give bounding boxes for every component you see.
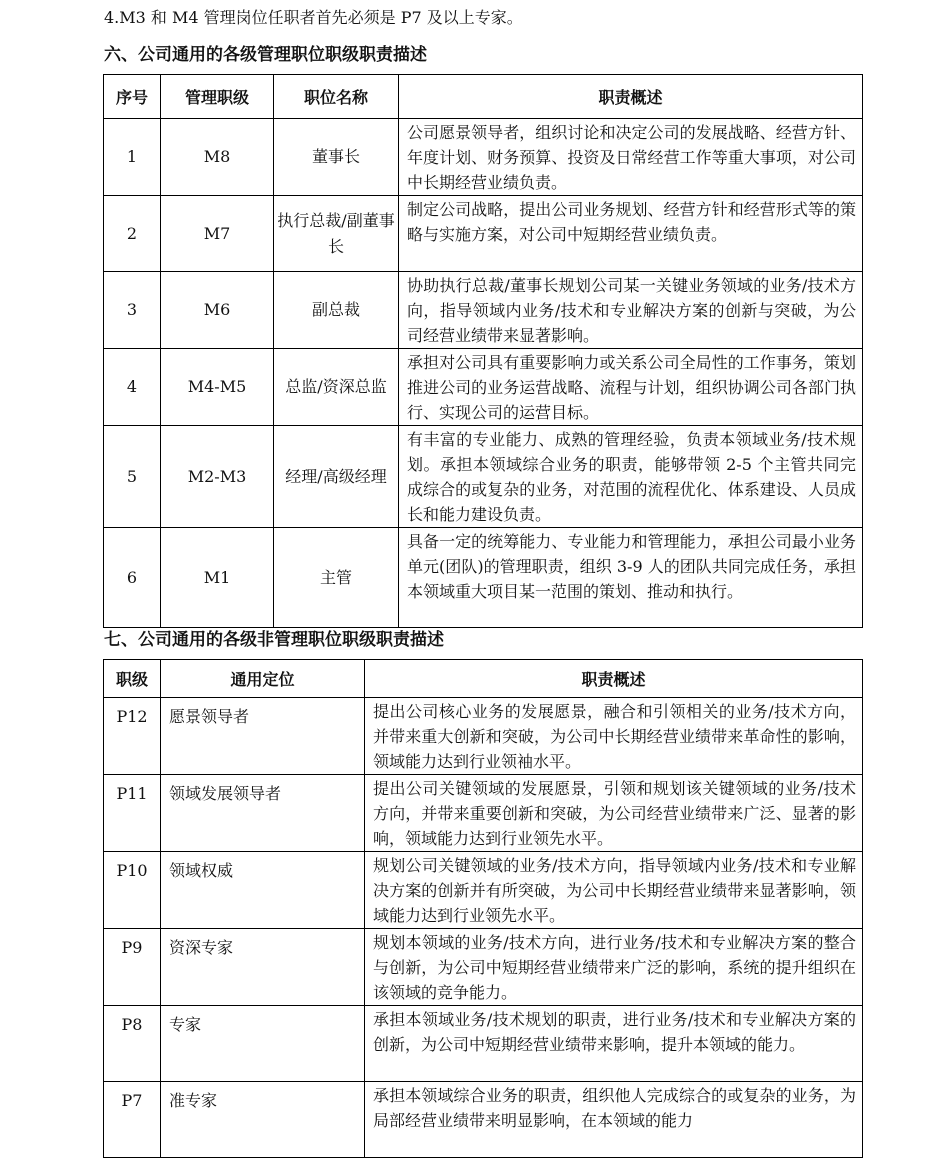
row-number: 5	[104, 426, 161, 528]
table-row	[104, 272, 863, 349]
general-position: 资深专家	[161, 929, 365, 1006]
table-row	[104, 528, 863, 628]
management-level: M7	[161, 196, 274, 272]
duty-description: 制定公司战略，提出公司业务规划、经营方针和经营形式等的策略与实施方案，对公司中短期经营业绩负责。	[399, 196, 863, 272]
table-row	[104, 929, 863, 1006]
management-level: M1	[161, 528, 274, 628]
duty-description: 提出公司关键领域的发展愿景，引领和规划该关键领域的业务/技术方向，并带来重要创新和突破，为公司经营业绩带来广泛、显著的影响，领域能力达到行业领先水平。	[365, 775, 863, 852]
table-row	[104, 426, 863, 528]
management-level: M4-M5	[161, 349, 274, 426]
table-row	[104, 349, 863, 426]
management-level: M2-M3	[161, 426, 274, 528]
row-number: 1	[104, 119, 161, 196]
table-header-row	[104, 75, 863, 119]
table-row	[104, 852, 863, 929]
row-number: 4	[104, 349, 161, 426]
duty-description: 规划本领域的业务/技术方向，进行业务/技术和专业解决方案的整合与创新，为公司中短期经营业绩带来广泛的影响，系统的提升组织在该领域的竞争能力。	[365, 929, 863, 1006]
duty-description: 提出公司核心业务的发展愿景，融合和引领相关的业务/技术方向，并带来重大创新和突破，为公司中长期经营业绩带来革命性的影响，领域能力达到行业领袖水平。	[365, 698, 863, 775]
row-number: 3	[104, 272, 161, 349]
header-cell: 序号	[104, 75, 161, 119]
duty-description: 承担对公司具有重要影响力或关系公司全局性的工作事务，策划推进公司的业务运营战略、流程与计划，组织协调公司各部门执行、实现公司的运营目标。	[399, 349, 863, 426]
duty-description: 具备一定的统筹能力、专业能力和管理能力，承担公司最小业务单元(团队)的管理职责，组织 3-9 人的团队共同完成任务，承担本领域重大项目某一范围的策划、推动和执行。	[399, 528, 863, 628]
position-title: 经理/高级经理	[274, 426, 399, 528]
section-6-heading: 六、公司通用的各级管理职位职级职责描述	[104, 45, 427, 65]
table-row	[104, 119, 863, 196]
table-row	[104, 1082, 863, 1158]
section-7-heading: 七、公司通用的各级非管理职位职级职责描述	[104, 630, 444, 650]
header-cell: 职责概述	[365, 660, 863, 698]
note-text: 4.M3 和 M4 管理岗位任职者首先必须是 P7 及以上专家。	[104, 8, 523, 27]
professional-levels-table	[103, 659, 863, 1158]
table-row	[104, 698, 863, 775]
row-number: 2	[104, 196, 161, 272]
table-row	[104, 775, 863, 852]
professional-level: P12	[104, 698, 161, 775]
management-level: M8	[161, 119, 274, 196]
header-cell: 职位名称	[274, 75, 399, 119]
position-title: 执行总裁/副董事长	[274, 196, 399, 272]
duty-description: 承担本领域业务/技术规划的职责，进行业务/技术和专业解决方案的创新，为公司中短期经营业绩带来影响，提升本领域的能力。	[365, 1006, 863, 1082]
professional-level: P11	[104, 775, 161, 852]
position-title: 主管	[274, 528, 399, 628]
header-cell: 职责概述	[399, 75, 863, 119]
position-title: 总监/资深总监	[274, 349, 399, 426]
duty-description: 有丰富的专业能力、成熟的管理经验，负责本领域业务/技术规划。承担本领域综合业务的职责，能够带领 2-5 个主管共同完成综合的或复杂的业务，对范围的流程优化、体系建设、人员成长和能力建设负责。	[399, 426, 863, 528]
management-levels-table	[103, 74, 863, 628]
duty-description: 公司愿景领导者，组织讨论和决定公司的发展战略、经营方针、年度计划、财务预算、投资及日常经营工作等重大事项，对公司中长期经营业绩负责。	[399, 119, 863, 196]
general-position: 领域发展领导者	[161, 775, 365, 852]
position-title: 副总裁	[274, 272, 399, 349]
table-row	[104, 196, 863, 272]
header-cell: 职级	[104, 660, 161, 698]
table-header-row	[104, 660, 863, 698]
header-cell: 通用定位	[161, 660, 365, 698]
professional-level: P9	[104, 929, 161, 1006]
duty-description: 承担本领域综合业务的职责，组织他人完成综合的或复杂的业务，为局部经营业绩带来明显影响，在本领域的能力	[365, 1082, 863, 1158]
management-level: M6	[161, 272, 274, 349]
header-cell: 管理职级	[161, 75, 274, 119]
general-position: 专家	[161, 1006, 365, 1082]
duty-description: 协助执行总裁/董事长规划公司某一关键业务领域的业务/技术方向，指导领域内业务/技术和专业解决方案的创新与突破，为公司经营业绩带来显著影响。	[399, 272, 863, 349]
table-row	[104, 1006, 863, 1082]
duty-description: 规划公司关键领域的业务/技术方向，指导领域内业务/技术和专业解决方案的创新并有所突破，为公司中长期经营业绩带来显著影响，领域能力达到行业领先水平。	[365, 852, 863, 929]
professional-level: P7	[104, 1082, 161, 1158]
position-title: 董事长	[274, 119, 399, 196]
general-position: 领域权威	[161, 852, 365, 929]
general-position: 愿景领导者	[161, 698, 365, 775]
professional-level: P10	[104, 852, 161, 929]
general-position: 准专家	[161, 1082, 365, 1158]
row-number: 6	[104, 528, 161, 628]
professional-level: P8	[104, 1006, 161, 1082]
